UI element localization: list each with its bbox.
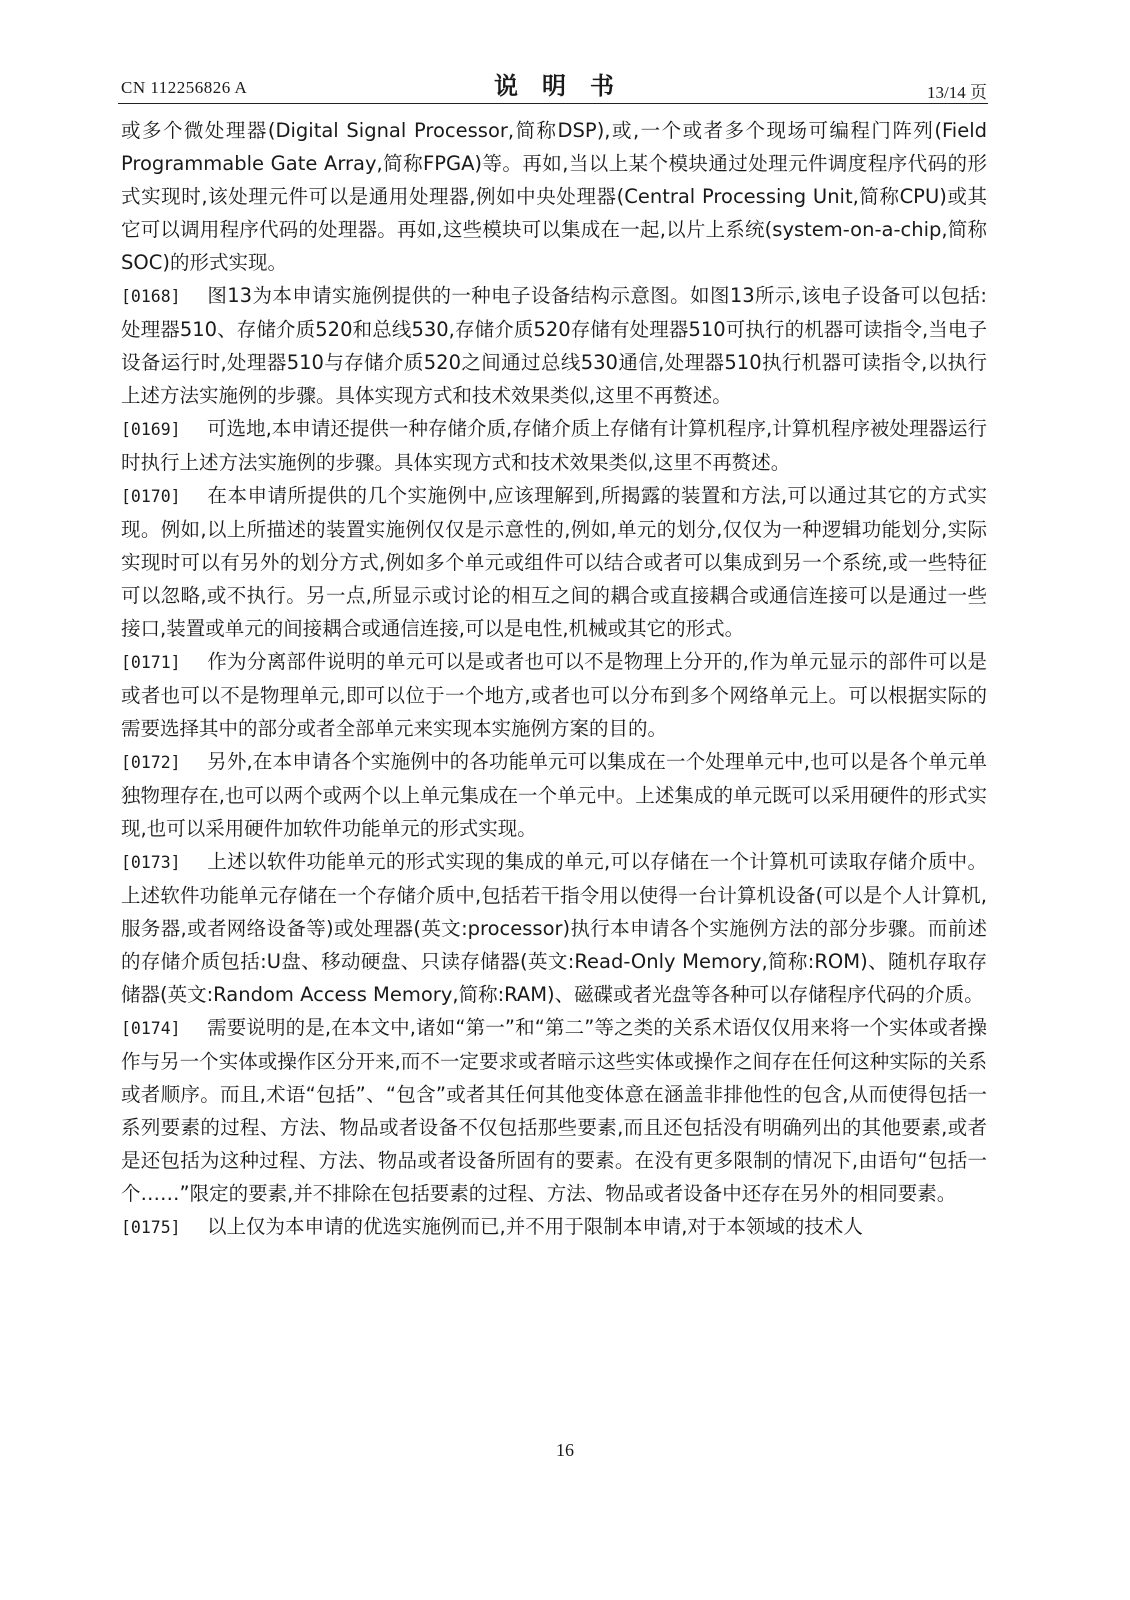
page-indicator: 13/14 页 xyxy=(927,83,987,102)
paragraph xyxy=(121,279,987,412)
paragraph xyxy=(121,479,987,645)
paragraph-number: [0171] xyxy=(121,653,181,672)
page-header xyxy=(121,66,987,102)
paragraph-number: [0168] xyxy=(121,287,181,306)
paragraph xyxy=(121,114,987,279)
paragraph-text: 在本申请所提供的几个实施例中,应该理解到,所揭露的装置和方法,可以通过其它的方式实现。例如,以上所描述的装置实施例仅仅是示意性的,例如,单元的划分,仅仅为一种逻辑功能划分,实际实现时可以有另外的划分方式,例如多个单元或组件可以结合或者可以集成到另一个系统,或一些特征可以忽略,或不执行。另一点,所显示或讨论的相互之间的耦合或直接耦合或通信连接可以是通过一些接口,装置或单元的间接耦合或通信连接,可以是电性,机械或其它的形式。 xyxy=(121,484,987,640)
paragraph-text: 以上仅为本申请的优选实施例而已,并不用于限制本申请,对于本领域的技术人 xyxy=(207,1215,863,1238)
paragraph xyxy=(121,745,987,845)
paragraph-text: 图13为本申请实施例提供的一种电子设备结构示意图。如图13所示,该电子设备可以包括:处理器510、存储介质520和总线530,存储介质520存储有处理器510可执行的机器可读指令,当电子设备运行时,处理器510与存储介质520之间通过总线530通信,处理器510执行机器可读指令,以执行上述方法实施例的步骤。具体实现方式和技术效果类似,这里不再赘述。 xyxy=(121,284,987,407)
paragraph-text: 另外,在本申请各个实施例中的各功能单元可以集成在一个处理单元中,也可以是各个单元单独物理存在,也可以两个或两个以上单元集成在一个单元中。上述集成的单元既可以采用硬件的形式实现,也可以采用硬件加软件功能单元的形式实现。 xyxy=(121,750,987,840)
header-divider xyxy=(118,103,988,104)
doc-number: CN 112256826 A xyxy=(121,78,248,97)
paragraph-number: [0175] xyxy=(121,1218,181,1237)
paragraph xyxy=(121,1210,987,1244)
paragraph-number: [0169] xyxy=(121,420,181,439)
doc-title: 说明书 xyxy=(494,72,638,100)
paragraph-text: 上述以软件功能单元的形式实现的集成的单元,可以存储在一个计算机可读取存储介质中。上述软件功能单元存储在一个存储介质中,包括若干指令用以使得一台计算机设备(可以是个人计算机,服务器,或者网络设备等)或处理器(英文:processor)执行本申请各个实施例方法的部分步骤。而前述的存储介质包括:U盘、移动硬盘、只读存储器(英文:Read-Only Memory,简称:ROM)、随机存取存储器(英文:Random Access Memory,简称:RAM)、磁碟或者光盘等各种可以存储程序代码的介质。 xyxy=(121,850,987,1006)
paragraph xyxy=(121,845,987,1011)
paragraph-text: 需要说明的是,在本文中,诸如“第一”和“第二”等之类的关系术语仅仅用来将一个实体或者操作与另一个实体或操作区分开来,而不一定要求或者暗示这些实体或操作之间存在任何这种实际的关系或者顺序。而且,术语“包括”、“包含”或者其任何其他变体意在涵盖非排他性的包含,从而使得包括一系列要素的过程、方法、物品或者设备不仅包括那些要素,而且还包括没有明确列出的其他要素,或者是还包括为这种过程、方法、物品或者设备所固有的要素。在没有更多限制的情况下,由语句“包括一个……”限定的要素,并不排除在包括要素的过程、方法、物品或者设备中还存在另外的相同要素。 xyxy=(121,1016,987,1205)
document-body xyxy=(121,114,987,1244)
paragraph xyxy=(121,412,987,479)
paragraph-number: [0172] xyxy=(121,753,181,772)
paragraph xyxy=(121,1011,987,1210)
paragraph-number: [0173] xyxy=(121,853,181,872)
paragraph-text: 作为分离部件说明的单元可以是或者也可以不是物理上分开的,作为单元显示的部件可以是或者也可以不是物理单元,即可以位于一个地方,或者也可以分布到多个网络单元上。可以根据实际的需要选择其中的部分或者全部单元来实现本实施例方案的目的。 xyxy=(121,650,987,740)
paragraph xyxy=(121,645,987,745)
page-number: 16 xyxy=(556,1440,574,1460)
paragraph-number: [0174] xyxy=(121,1019,181,1038)
paragraph-text: 或多个微处理器(Digital Signal Processor,简称DSP),或,一个或者多个现场可编程门阵列(Field Programmable Gate Array,简称FPGA)等。再如,当以上某个模块通过处理元件调度程序代码的形式实现时,该处理元件可以是通用处理器,例如中央处理器(Central Processing Unit,简称CPU)或其它可以调用程序代码的处理器。再如,这些模块可以集成在一起,以片上系统(system-on-a-chip,简称SOC)的形式实现。 xyxy=(121,119,987,274)
paragraph-text: 可选地,本申请还提供一种存储介质,存储介质上存储有计算机程序,计算机程序被处理器运行时执行上述方法实施例的步骤。具体实现方式和技术效果类似,这里不再赘述。 xyxy=(121,417,987,474)
paragraph-number: [0170] xyxy=(121,487,181,506)
